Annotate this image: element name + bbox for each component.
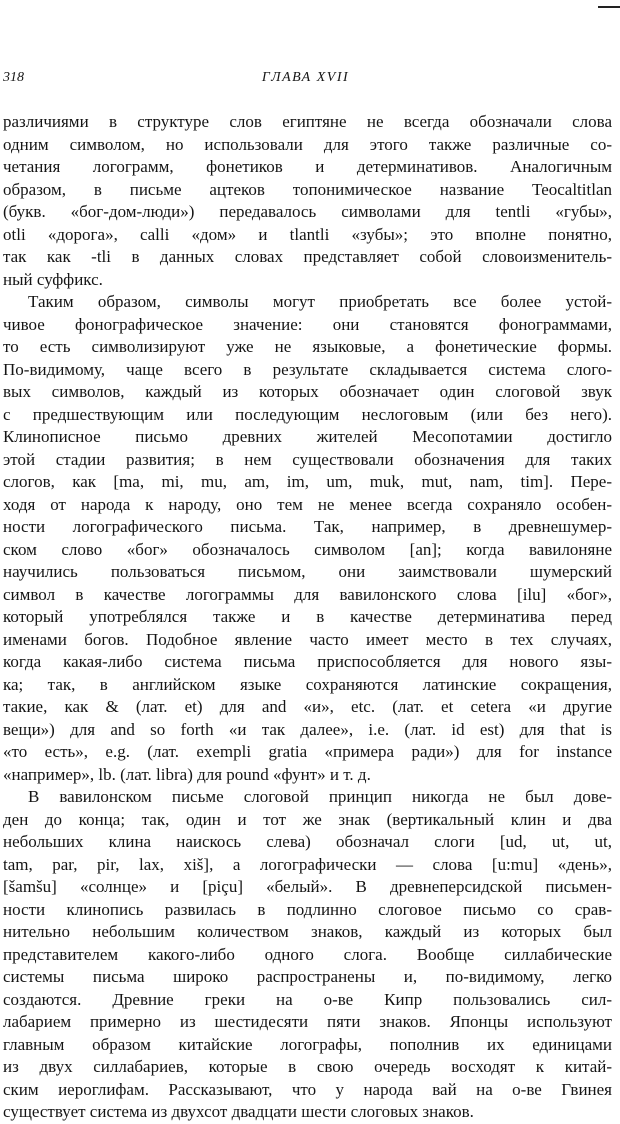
text-line: небольших клина наискось слева) обозначал слоги [ud, ut, ut, <box>3 832 612 851</box>
body-text <box>3 111 612 1124</box>
text-line: ка; так, в английском языке сохраняются латинские сокращения, <box>3 674 612 694</box>
text-line: ском слово «бог» обозначалось символом [an]; когда вавилоняне <box>3 539 612 559</box>
text-line: четания логограмм, фонетиков и детерминативов. Аналогичным <box>3 157 612 176</box>
text-line: ским иероглифам. Рассказывают, что у народа вай на о-ве Гвинея <box>3 1079 612 1099</box>
text-line: одним символом, но использовали для этого также различные со- <box>3 134 612 154</box>
text-line: который употреблялся также и в качестве детерминатива перед <box>3 607 612 626</box>
text-line: такие, как & (лат. et) для and «и», etc. (лат. et cetera «и другие <box>3 697 612 716</box>
text-line: образом, в письме ацтеков топонимическое название Teocaltitlan <box>3 179 612 199</box>
page-number: 318 <box>3 70 24 85</box>
running-head: ГЛАВА XVII <box>261 70 350 85</box>
text-line: «то есть», e.g. (лат. exempli gratia «примера ради») для for instance <box>3 742 612 761</box>
text-line: Клинописное письмо древних жителей Месопотамии достигло <box>3 427 612 446</box>
text-line: [šamšu] «солнце» и [piçu] «белый». В древнеперсидской письмен- <box>3 877 612 896</box>
text-line: научились пользоваться письмом, они заимствовали шумерский <box>3 562 612 581</box>
text-line: otli «дорога», calli «дом» и tlantli «зубы»; это вполне понятно, <box>3 224 612 244</box>
text-line: представителем какого-либо одного слога. Вообще силлабические <box>3 944 612 964</box>
text-line: нительно небольшим количеством знаков, каждый из которых был <box>3 922 612 941</box>
text-line: именами богов. Подобное явление часто имеет место в тех случаях, <box>3 629 612 649</box>
text-line: символ в качестве логограммы для вавилонского слова [ilu] «бог», <box>3 584 612 604</box>
text-line: Таким образом, символы могут приобретать все более устой- <box>28 292 612 311</box>
text-line: ден до конца; так, один и тот же знак (вертикальный клин и два <box>3 809 612 829</box>
text-line: ности клинопись развилась в подлинно слоговое письмо со срав- <box>3 899 612 919</box>
text-line: вых символов, каждый из которых обозначает один слоговой звук <box>3 382 612 401</box>
text-line: из двух силлабариев, которые в свою очередь восходят к китай- <box>3 1057 612 1076</box>
text-line: «например», lb. (лат. libra) для pound «фунт» и т. д. <box>3 764 371 784</box>
scan-edge-mark <box>598 6 620 8</box>
text-line: с предшествующим или последующим неслоговым (или без него). <box>3 404 612 424</box>
text-line: создаются. Древние греки на о-ве Кипр пользовались сил- <box>3 989 612 1009</box>
text-line: ходя от народа к народу, оно тем не менее всегда сохраняло особен- <box>3 494 612 514</box>
text-line: (букв. «бог-дом-люди») передавалось символами для tentli «губы», <box>3 202 612 221</box>
page-header <box>3 70 608 90</box>
text-line: слогов, как [ma, mi, mu, am, im, um, muk, mut, nam, tim]. Пере- <box>3 472 612 491</box>
text-line: так как -tli в данных словах представляет собой словоизменитель- <box>3 247 612 266</box>
text-line: существует система из двухсот двадцати шести слоговых знаков. <box>3 1102 474 1121</box>
paragraph <box>3 111 612 291</box>
text-line: лабарием примерно из шестидесяти пяти знаков. Японцы используют <box>3 1012 612 1031</box>
text-line: системы письма широко распространены и, по-видимому, легко <box>3 967 612 986</box>
text-line: По-видимому, чаще всего в результате складывается система слого- <box>3 359 612 379</box>
text-line: В вавилонском письме слоговой принцип никогда не был дове- <box>28 787 612 806</box>
text-line: то есть символизируют уже не языковые, а фонетические формы. <box>3 337 612 356</box>
text-line: ный суффикс. <box>3 269 103 289</box>
paragraph <box>3 786 612 1124</box>
text-line: этой стадии развития; в нем существовали обозначения для таких <box>3 449 612 469</box>
text-line: ности логографического письма. Так, например, в древнешумер- <box>3 517 612 536</box>
text-line: когда какая-либо система письма приспособляется для нового язы- <box>3 652 612 671</box>
text-line: tam, par, pir, lax, xiš], а логографически — слова [u:mu] «день», <box>3 854 612 874</box>
paragraph <box>3 291 612 786</box>
text-line: чивое фонографическое значение: они становятся фонограммами, <box>3 314 612 334</box>
text-line: вещи») для and so forth «и так далее», i.e. (лат. id est) для that is <box>3 719 612 739</box>
text-line: главным образом китайские логографы, пополнив их единицами <box>3 1034 612 1054</box>
text-line: различиями в структуре слов египтяне не всегда обозначали слова <box>3 112 612 131</box>
